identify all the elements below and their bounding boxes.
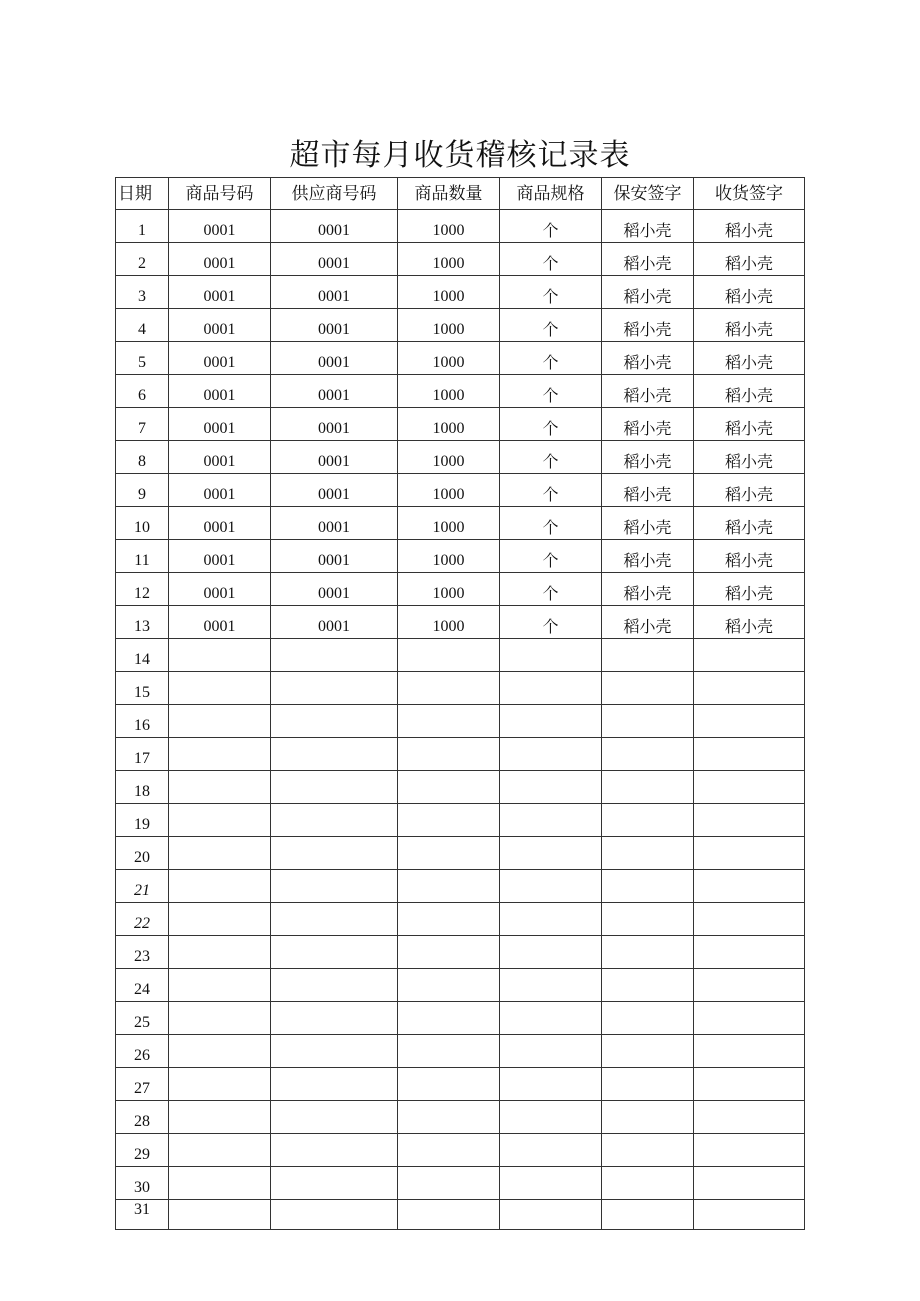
receiver-signature-cell [694,1101,805,1134]
day-cell: 10 [116,507,169,540]
receiver-signature-cell: 稻小壳 [694,408,805,441]
day-cell: 16 [116,705,169,738]
spec-cell [500,870,602,903]
guard-signature-cell: 稻小壳 [602,342,694,375]
quantity-cell [398,870,500,903]
receiver-signature-cell [694,639,805,672]
spec-cell: 个 [500,375,602,408]
spec-cell [500,936,602,969]
day-cell: 13 [116,606,169,639]
spec-cell [500,771,602,804]
receiver-signature-cell [694,738,805,771]
quantity-cell: 1000 [398,276,500,309]
guard-signature-cell [602,1200,694,1230]
spec-cell [500,738,602,771]
day-cell: 15 [116,672,169,705]
guard-signature-cell: 稻小壳 [602,210,694,243]
spec-cell: 个 [500,507,602,540]
quantity-cell [398,936,500,969]
guard-signature-cell: 稻小壳 [602,507,694,540]
supplier-code-cell [271,705,398,738]
quantity-cell: 1000 [398,309,500,342]
receiver-signature-cell [694,1134,805,1167]
supplier-code-cell: 0001 [271,309,398,342]
table-row [116,804,805,837]
day-cell: 23 [116,936,169,969]
day-cell: 21 [116,870,169,903]
guard-signature-cell [602,903,694,936]
spec-cell: 个 [500,606,602,639]
supplier-code-cell [271,1167,398,1200]
table-row [116,573,805,606]
quantity-cell: 1000 [398,210,500,243]
day-cell: 22 [116,903,169,936]
day-cell: 25 [116,1002,169,1035]
receiver-signature-cell: 稻小壳 [694,507,805,540]
quantity-cell [398,705,500,738]
receiver-signature-cell: 稻小壳 [694,573,805,606]
spec-cell [500,1200,602,1230]
product-code-cell: 0001 [169,573,271,606]
guard-signature-cell: 稻小壳 [602,309,694,342]
quantity-cell [398,804,500,837]
supplier-code-cell: 0001 [271,540,398,573]
quantity-cell: 1000 [398,408,500,441]
quantity-cell: 1000 [398,375,500,408]
supplier-code-cell [271,771,398,804]
guard-signature-cell: 稻小壳 [602,540,694,573]
supplier-code-cell [271,1134,398,1167]
guard-signature-cell [602,1068,694,1101]
day-cell: 11 [116,540,169,573]
spec-cell: 个 [500,573,602,606]
supplier-code-cell [271,1002,398,1035]
spec-cell [500,1134,602,1167]
receiver-signature-cell: 稻小壳 [694,243,805,276]
spec-cell: 个 [500,342,602,375]
day-cell: 6 [116,375,169,408]
spec-cell: 个 [500,474,602,507]
product-code-cell: 0001 [169,243,271,276]
product-code-cell: 0001 [169,342,271,375]
quantity-cell: 1000 [398,606,500,639]
guard-signature-cell [602,639,694,672]
day-cell: 1 [116,210,169,243]
quantity-cell: 1000 [398,441,500,474]
product-code-cell [169,870,271,903]
day-cell: 14 [116,639,169,672]
product-code-cell: 0001 [169,507,271,540]
guard-signature-cell: 稻小壳 [602,474,694,507]
day-cell: 3 [116,276,169,309]
quantity-cell [398,1035,500,1068]
receiver-signature-cell: 稻小壳 [694,606,805,639]
spec-cell: 个 [500,210,602,243]
table-row [116,870,805,903]
product-code-cell [169,1200,271,1230]
quantity-cell [398,771,500,804]
supplier-code-cell: 0001 [271,441,398,474]
receiver-signature-cell: 稻小壳 [694,375,805,408]
column-header-receiver-signature: 收货签字 [694,178,805,210]
column-header-product-code: 商品号码 [169,178,271,210]
product-code-cell: 0001 [169,210,271,243]
table-row [116,210,805,243]
guard-signature-cell: 稻小壳 [602,375,694,408]
day-cell: 28 [116,1101,169,1134]
quantity-cell: 1000 [398,573,500,606]
day-cell: 5 [116,342,169,375]
day-cell: 4 [116,309,169,342]
receiver-signature-cell [694,705,805,738]
supplier-code-cell [271,936,398,969]
day-cell: 2 [116,243,169,276]
product-code-cell [169,705,271,738]
table-row [116,408,805,441]
receiver-signature-cell [694,1035,805,1068]
product-code-cell [169,804,271,837]
supplier-code-cell [271,1101,398,1134]
supplier-code-cell [271,903,398,936]
product-code-cell: 0001 [169,309,271,342]
supplier-code-cell: 0001 [271,342,398,375]
spec-cell [500,903,602,936]
table-row [116,903,805,936]
table-row [116,1101,805,1134]
guard-signature-cell: 稻小壳 [602,441,694,474]
receiver-signature-cell: 稻小壳 [694,309,805,342]
guard-signature-cell [602,969,694,1002]
spec-cell [500,1101,602,1134]
table-row [116,243,805,276]
day-cell: 19 [116,804,169,837]
quantity-cell [398,1101,500,1134]
product-code-cell [169,936,271,969]
product-code-cell: 0001 [169,540,271,573]
guard-signature-cell [602,771,694,804]
page-title: 超市每月收货稽核记录表 [289,138,631,174]
column-header-quantity: 商品数量 [398,178,500,210]
quantity-cell: 1000 [398,540,500,573]
supplier-code-cell [271,837,398,870]
guard-signature-cell [602,804,694,837]
supplier-code-cell: 0001 [271,606,398,639]
product-code-cell [169,969,271,1002]
product-code-cell [169,771,271,804]
receiver-signature-cell: 稻小壳 [694,342,805,375]
guard-signature-cell [602,1101,694,1134]
table-row [116,837,805,870]
spec-cell [500,969,602,1002]
product-code-cell: 0001 [169,441,271,474]
receiver-signature-cell: 稻小壳 [694,540,805,573]
column-header-supplier-code: 供应商号码 [271,178,398,210]
receiver-signature-cell [694,969,805,1002]
supplier-code-cell [271,1035,398,1068]
day-cell: 9 [116,474,169,507]
product-code-cell: 0001 [169,276,271,309]
day-cell: 12 [116,573,169,606]
guard-signature-cell: 稻小壳 [602,408,694,441]
receiver-signature-cell [694,771,805,804]
supplier-code-cell: 0001 [271,243,398,276]
product-code-cell: 0001 [169,606,271,639]
table-row [116,441,805,474]
table-row [116,738,805,771]
supplier-code-cell: 0001 [271,474,398,507]
day-cell: 24 [116,969,169,1002]
supplier-code-cell [271,1200,398,1230]
day-cell: 31 [116,1200,169,1230]
receiving-audit-table [115,177,805,1230]
receiver-signature-cell [694,672,805,705]
guard-signature-cell [602,738,694,771]
receiver-signature-cell [694,837,805,870]
supplier-code-cell [271,1068,398,1101]
receiver-signature-cell: 稻小壳 [694,474,805,507]
guard-signature-cell [602,870,694,903]
guard-signature-cell [602,705,694,738]
product-code-cell [169,672,271,705]
spec-cell [500,1068,602,1101]
guard-signature-cell: 稻小壳 [602,606,694,639]
table-row [116,606,805,639]
table-row [116,1002,805,1035]
product-code-cell [169,1035,271,1068]
guard-signature-cell [602,1134,694,1167]
table-row [116,936,805,969]
quantity-cell [398,1068,500,1101]
guard-signature-cell [602,936,694,969]
receiver-signature-cell: 稻小壳 [694,276,805,309]
spec-cell: 个 [500,243,602,276]
guard-signature-cell: 稻小壳 [602,243,694,276]
quantity-cell [398,672,500,705]
quantity-cell: 1000 [398,243,500,276]
spec-cell [500,1167,602,1200]
supplier-code-cell: 0001 [271,276,398,309]
table-row [116,1167,805,1200]
quantity-cell: 1000 [398,507,500,540]
supplier-code-cell [271,870,398,903]
table-row [116,1200,805,1230]
receiver-signature-cell [694,936,805,969]
product-code-cell: 0001 [169,474,271,507]
guard-signature-cell [602,1035,694,1068]
table-row [116,771,805,804]
column-header-date: 日期 [116,178,169,210]
product-code-cell [169,837,271,870]
table-row [116,969,805,1002]
receiver-signature-cell [694,903,805,936]
supplier-code-cell [271,639,398,672]
quantity-cell [398,1200,500,1230]
table-body [116,210,805,1230]
spec-cell [500,1035,602,1068]
receiver-signature-cell [694,1200,805,1230]
product-code-cell [169,903,271,936]
guard-signature-cell: 稻小壳 [602,573,694,606]
receiver-signature-cell: 稻小壳 [694,441,805,474]
product-code-cell [169,1068,271,1101]
product-code-cell: 0001 [169,408,271,441]
table-row [116,309,805,342]
table-row [116,474,805,507]
quantity-cell [398,903,500,936]
spec-cell [500,639,602,672]
spec-cell [500,672,602,705]
quantity-cell [398,639,500,672]
day-cell: 18 [116,771,169,804]
quantity-cell [398,1002,500,1035]
column-header-guard-signature: 保安签字 [602,178,694,210]
supplier-code-cell: 0001 [271,210,398,243]
table-row [116,1134,805,1167]
quantity-cell: 1000 [398,342,500,375]
receiver-signature-cell [694,804,805,837]
guard-signature-cell [602,672,694,705]
product-code-cell [169,1002,271,1035]
spec-cell: 个 [500,540,602,573]
receiver-signature-cell [694,1002,805,1035]
guard-signature-cell [602,1167,694,1200]
table-row [116,1035,805,1068]
day-cell: 29 [116,1134,169,1167]
guard-signature-cell [602,1002,694,1035]
receiver-signature-cell [694,1167,805,1200]
supplier-code-cell [271,672,398,705]
supplier-code-cell [271,738,398,771]
supplier-code-cell: 0001 [271,375,398,408]
spec-cell: 个 [500,441,602,474]
receiver-signature-cell [694,870,805,903]
spec-cell [500,837,602,870]
spec-cell: 个 [500,408,602,441]
quantity-cell [398,969,500,1002]
table-row [116,705,805,738]
day-cell: 7 [116,408,169,441]
spec-cell: 个 [500,309,602,342]
guard-signature-cell: 稻小壳 [602,276,694,309]
column-header-spec: 商品规格 [500,178,602,210]
table-header-row [116,178,805,210]
supplier-code-cell: 0001 [271,573,398,606]
table-row [116,507,805,540]
quantity-cell [398,1134,500,1167]
day-cell: 26 [116,1035,169,1068]
day-cell: 8 [116,441,169,474]
table-row [116,342,805,375]
spec-cell [500,1002,602,1035]
product-code-cell [169,1167,271,1200]
product-code-cell: 0001 [169,375,271,408]
spec-cell [500,705,602,738]
quantity-cell [398,837,500,870]
table-row [116,276,805,309]
supplier-code-cell: 0001 [271,507,398,540]
quantity-cell: 1000 [398,474,500,507]
supplier-code-cell: 0001 [271,408,398,441]
day-cell: 27 [116,1068,169,1101]
supplier-code-cell [271,969,398,1002]
guard-signature-cell [602,837,694,870]
receiver-signature-cell: 稻小壳 [694,210,805,243]
table-row [116,672,805,705]
receiver-signature-cell [694,1068,805,1101]
spec-cell [500,804,602,837]
spec-cell: 个 [500,276,602,309]
quantity-cell [398,1167,500,1200]
day-cell: 20 [116,837,169,870]
supplier-code-cell [271,804,398,837]
quantity-cell [398,738,500,771]
product-code-cell [169,738,271,771]
table-row [116,540,805,573]
product-code-cell [169,1101,271,1134]
table-row [116,375,805,408]
table-row [116,639,805,672]
product-code-cell [169,639,271,672]
day-cell: 17 [116,738,169,771]
day-cell: 30 [116,1167,169,1200]
product-code-cell [169,1134,271,1167]
table-row [116,1068,805,1101]
